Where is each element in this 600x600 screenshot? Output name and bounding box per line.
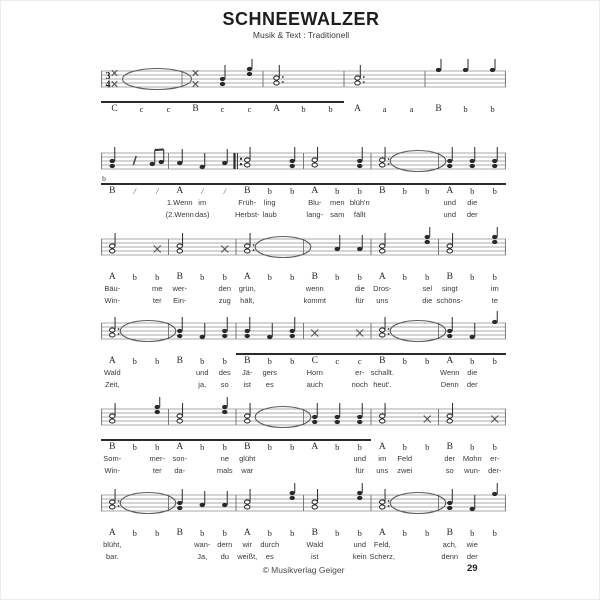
chord-letter: B xyxy=(446,272,453,282)
chord-letter: B xyxy=(446,442,453,452)
staff-system-2 xyxy=(101,139,506,219)
chord-letter: b xyxy=(267,272,272,282)
chord-letter: b xyxy=(402,186,407,196)
lyric-syllable: (2.Wenn xyxy=(165,210,194,219)
lyric-syllable: für xyxy=(355,466,365,475)
lyric-syllable: so xyxy=(220,380,229,389)
chord-letter: b xyxy=(402,442,407,452)
chord-letter: B xyxy=(244,186,251,196)
chord-letter: A xyxy=(378,442,386,452)
lyric-syllable: schallt. xyxy=(370,368,394,377)
chord-letter: a xyxy=(382,104,387,114)
lyric-syllable: te xyxy=(491,296,498,305)
chord-letter: b xyxy=(470,186,475,196)
lyric-syllable: und xyxy=(353,540,367,549)
lyric-syllable: der xyxy=(466,380,478,389)
chord-letter: b xyxy=(492,528,497,538)
chord-letter: c xyxy=(220,104,225,114)
chord-letter: b xyxy=(155,528,160,538)
lyric-syllable: für xyxy=(355,296,365,305)
chord-letter: b xyxy=(357,442,362,452)
lyric-syllable: denn xyxy=(441,552,459,561)
chord-letter: b xyxy=(357,272,362,282)
lyric-syllable: zwei xyxy=(397,466,413,475)
lyric-syllable: wan- xyxy=(194,540,211,549)
chord-letter: c xyxy=(335,356,340,366)
lyric-syllable: und xyxy=(443,198,457,207)
chord-letter: c xyxy=(139,104,144,114)
staff-notation xyxy=(101,57,506,91)
lyrics-line-2 xyxy=(101,296,506,307)
lyrics-line-1 xyxy=(101,454,506,465)
chord-letter: b xyxy=(155,442,160,452)
lyric-syllable: son- xyxy=(172,454,188,463)
lyric-syllable: Blu- xyxy=(308,198,322,207)
lyric-syllable: blüht, xyxy=(103,540,122,549)
chord-letter: b xyxy=(470,356,475,366)
footer-copyright: © Musikverlag Geiger xyxy=(262,565,345,575)
lyric-syllable: die xyxy=(467,368,478,377)
chord-letter: b xyxy=(290,356,295,366)
chord-letter: B xyxy=(109,186,116,196)
lyric-syllable: es xyxy=(265,380,274,389)
chord-letter: C xyxy=(311,356,318,366)
lyric-syllable: wenn xyxy=(305,284,324,293)
chord-letter: A xyxy=(108,356,116,366)
chord-letters-row xyxy=(101,528,506,540)
lyric-syllable: bar. xyxy=(105,552,119,561)
lyric-syllable: gers xyxy=(262,368,278,377)
lyric-syllable: Dros- xyxy=(373,284,392,293)
lyric-syllable: mals xyxy=(216,466,233,475)
lyric-syllable: wun- xyxy=(464,466,481,475)
chord-letter: B xyxy=(244,442,251,452)
lyrics-line-1 xyxy=(101,540,506,551)
lyric-syllable: uns xyxy=(376,466,389,475)
chord-letter: b xyxy=(470,272,475,282)
chord-letter: b xyxy=(425,186,430,196)
lyric-syllable: des xyxy=(218,368,231,377)
chord-letter: b xyxy=(222,356,227,366)
chord-letter: B xyxy=(244,356,251,366)
chord-letter: A xyxy=(243,528,251,538)
chord-letter: b xyxy=(402,356,407,366)
staff-system-1 xyxy=(101,57,506,137)
chord-letter: b xyxy=(357,528,362,538)
lyric-syllable: Wenn xyxy=(440,368,460,377)
chord-letters-row xyxy=(101,442,506,454)
lyric-syllable: im xyxy=(198,198,207,207)
lyric-syllable: und xyxy=(353,454,367,463)
chord-letter: b xyxy=(132,528,137,538)
chord-letter: b xyxy=(155,356,160,366)
lyric-syllable: hält, xyxy=(240,296,255,305)
chord-letter: b xyxy=(132,356,137,366)
page-title: SCHNEEWALZER xyxy=(222,9,380,29)
lyric-syllable: Feld xyxy=(397,454,413,463)
chord-letter: b xyxy=(335,442,340,452)
lyric-syllable: ne xyxy=(220,454,229,463)
page-subtitle: Musik & Text : Traditionell xyxy=(252,30,350,40)
chord-letter: b xyxy=(267,186,272,196)
chord-letter: A xyxy=(311,442,319,452)
lyric-syllable: da- xyxy=(174,466,186,475)
chord-letter: b xyxy=(425,528,430,538)
chord-letter: b xyxy=(492,356,497,366)
chord-letter: B xyxy=(446,528,453,538)
lyric-syllable: sel xyxy=(422,284,433,293)
chord-letter: B xyxy=(311,272,318,282)
lyric-syllable: weißt, xyxy=(237,552,258,561)
chord-letter: A xyxy=(273,104,280,114)
lyric-syllable: me xyxy=(152,284,163,293)
lyric-syllable: durch xyxy=(260,540,280,549)
lyrics-line-2 xyxy=(101,552,506,563)
staff-system-6 xyxy=(101,481,506,561)
chord-letter: b xyxy=(492,442,497,452)
lyric-syllable: ter xyxy=(152,466,162,475)
chord-letter: b xyxy=(222,442,227,452)
lyric-syllable: glüht xyxy=(239,454,256,463)
lyric-syllable: die xyxy=(467,198,478,207)
lyric-syllable: ter xyxy=(152,296,162,305)
chord-letters-row xyxy=(101,186,506,198)
staff-notation xyxy=(101,225,506,259)
lyrics-line-2 xyxy=(101,466,506,477)
lyric-syllable: Herbst- xyxy=(234,210,260,219)
lyric-syllable: die xyxy=(422,296,433,305)
chord-letter: A xyxy=(176,186,184,196)
lyric-syllable: Mohn xyxy=(462,454,482,463)
chord-letter: A xyxy=(446,356,454,366)
chord-letter: B xyxy=(176,528,183,538)
chord-letter: b xyxy=(328,104,333,114)
chord-letter: b xyxy=(132,272,137,282)
lyrics-line-1 xyxy=(101,368,506,379)
lyric-syllable: uns xyxy=(376,296,389,305)
chord-letter: b xyxy=(132,442,137,452)
chord-letter: B xyxy=(109,442,116,452)
chord-letter: b xyxy=(335,272,340,282)
chord-letter: A xyxy=(378,272,386,282)
lyric-syllable: men xyxy=(329,198,345,207)
lyric-syllable: dern xyxy=(217,540,233,549)
lyric-syllable: Wald xyxy=(306,540,324,549)
rest-mark: / xyxy=(223,186,226,196)
chord-letter: b xyxy=(335,186,340,196)
chord-letter: B xyxy=(379,186,386,196)
chord-letter: C xyxy=(111,104,118,114)
lyric-syllable: blüh'n xyxy=(349,198,370,207)
chord-letter: b xyxy=(490,104,495,114)
chord-letter: b xyxy=(301,104,306,114)
rest-mark: / xyxy=(156,186,159,196)
lyric-syllable: Denn xyxy=(440,380,459,389)
lyric-syllable: Win- xyxy=(104,296,120,305)
chord-letter: b xyxy=(492,272,497,282)
chord-letters-row xyxy=(101,272,506,284)
lyrics-line-2 xyxy=(101,210,506,221)
lyrics-line-1 xyxy=(101,284,506,295)
accompaniment-underline xyxy=(101,183,506,185)
page-number: 29 xyxy=(467,563,478,574)
chord-letter: b xyxy=(357,186,362,196)
lyric-syllable: kommt xyxy=(303,296,326,305)
lyric-syllable: Horn xyxy=(306,368,323,377)
lyric-syllable: er- xyxy=(355,368,365,377)
lyrics-line-1 xyxy=(101,198,506,209)
rest-mark: / xyxy=(201,186,204,196)
rest-mark: / xyxy=(133,186,136,196)
chord-letter: A xyxy=(108,272,116,282)
chord-letter: c xyxy=(166,104,171,114)
lyric-syllable: mer- xyxy=(149,454,165,463)
staff-notation xyxy=(101,481,506,515)
chord-letter: b xyxy=(267,356,272,366)
chord-letter: B xyxy=(176,272,183,282)
lyric-syllable: ach, xyxy=(442,540,457,549)
lyric-syllable: so xyxy=(445,466,454,475)
chord-letter: B xyxy=(192,104,199,114)
flat-mark: b xyxy=(102,174,106,183)
chord-letter: b xyxy=(463,104,468,114)
lyric-syllable: wer- xyxy=(172,284,188,293)
lyric-syllable: er- xyxy=(490,454,500,463)
lyric-syllable: ja, xyxy=(198,380,207,389)
chord-letter: b xyxy=(222,528,227,538)
staff-notation xyxy=(101,395,506,429)
chord-letter: b xyxy=(492,186,497,196)
chord-letter: b xyxy=(425,272,430,282)
chord-letter: b xyxy=(155,272,160,282)
chord-letter: b xyxy=(222,272,227,282)
chord-letter: A xyxy=(243,272,251,282)
chord-letter: b xyxy=(290,186,295,196)
lyric-syllable: Som- xyxy=(103,454,122,463)
lyric-syllable: es xyxy=(265,552,274,561)
lyric-syllable: Feld, xyxy=(373,540,391,549)
chord-letter: B xyxy=(379,356,386,366)
lyric-syllable: Jä- xyxy=(242,368,253,377)
chord-letter: b xyxy=(200,272,205,282)
lyric-syllable: der xyxy=(444,454,456,463)
lyric-syllable: der xyxy=(466,210,478,219)
lyric-syllable: zug xyxy=(218,296,231,305)
chord-letter: b xyxy=(267,528,272,538)
chord-letter: c xyxy=(357,356,362,366)
lyric-syllable: Scherz, xyxy=(369,552,395,561)
lyrics-line-2 xyxy=(101,380,506,391)
staff-notation xyxy=(101,309,506,343)
chord-letter: b xyxy=(470,528,475,538)
lyric-syllable: Wald xyxy=(103,368,121,377)
lyric-syllable: der- xyxy=(488,466,502,475)
chord-letter: B xyxy=(176,356,183,366)
lyric-syllable: die xyxy=(354,284,365,293)
lyric-syllable: ist xyxy=(243,380,251,389)
lyric-syllable: singt xyxy=(441,284,458,293)
chord-letter: b xyxy=(290,272,295,282)
chord-letters-row xyxy=(101,356,506,368)
chord-letter: b xyxy=(402,272,407,282)
chord-letter: A xyxy=(311,186,319,196)
chord-letter: A xyxy=(446,186,454,196)
lyric-syllable: Win- xyxy=(104,466,120,475)
chord-letter: b xyxy=(470,442,475,452)
chord-letter: b xyxy=(402,528,407,538)
lyric-syllable: sam xyxy=(330,210,345,219)
lyric-syllable: und xyxy=(195,368,209,377)
lyric-syllable: auch xyxy=(306,380,323,389)
lyric-syllable: den xyxy=(218,284,232,293)
lyric-syllable: Früh- xyxy=(238,198,257,207)
lyric-syllable: ist xyxy=(311,552,319,561)
chord-letter: b xyxy=(425,442,430,452)
staff-system-3 xyxy=(101,225,506,305)
chord-letter: b xyxy=(290,442,295,452)
svg-text:3: 3 xyxy=(105,71,111,82)
staff-system-4 xyxy=(101,309,506,389)
chord-letter: b xyxy=(425,356,430,366)
chord-letter: A xyxy=(108,528,116,538)
lyric-syllable: war xyxy=(241,466,254,475)
chord-letter: b xyxy=(267,442,272,452)
chord-letter: B xyxy=(435,104,442,114)
chord-letter: b xyxy=(200,528,205,538)
svg-text:4: 4 xyxy=(105,79,111,91)
lyric-syllable: grün, xyxy=(238,284,256,293)
staff-system-5 xyxy=(101,395,506,475)
chord-letter: c xyxy=(247,104,252,114)
lyric-syllable: im xyxy=(490,284,499,293)
lyric-syllable: Ein- xyxy=(173,296,187,305)
lyric-syllable: ling xyxy=(263,198,276,207)
chord-letter: A xyxy=(176,442,184,452)
lyric-syllable: kein xyxy=(352,552,367,561)
chord-letter: A xyxy=(354,104,361,114)
staff-notation xyxy=(101,139,506,173)
accompaniment-underline xyxy=(101,101,344,103)
chord-letter: a xyxy=(409,104,414,114)
lyric-syllable: im xyxy=(378,454,387,463)
lyric-syllable: der xyxy=(466,552,478,561)
lyric-syllable: laub xyxy=(262,210,277,219)
lyric-syllable: wie xyxy=(466,540,478,549)
accompaniment-underline xyxy=(236,353,506,355)
lyric-syllable: und xyxy=(443,210,457,219)
lyric-syllable: du xyxy=(220,552,229,561)
lyric-syllable: Zeit, xyxy=(104,380,120,389)
lyric-syllable: noch xyxy=(351,380,368,389)
lyric-syllable: heut'. xyxy=(373,380,392,389)
chord-letter: b xyxy=(335,528,340,538)
chord-letter: A xyxy=(378,528,386,538)
lyric-syllable: schöns- xyxy=(436,296,463,305)
accompaniment-underline xyxy=(101,439,371,441)
chord-letters-row xyxy=(101,104,506,116)
lyric-syllable: Ja, xyxy=(197,552,208,561)
chord-letter: b xyxy=(200,356,205,366)
chord-letter: B xyxy=(311,528,318,538)
chord-letter: b xyxy=(200,442,205,452)
lyric-syllable: Bäu- xyxy=(104,284,121,293)
chord-letter: b xyxy=(290,528,295,538)
lyric-syllable: wir xyxy=(242,540,253,549)
lyric-syllable: fällt xyxy=(353,210,366,219)
lyric-syllable: lang- xyxy=(306,210,324,219)
lyric-syllable: das) xyxy=(194,210,210,219)
lyric-syllable: 1.Wenn xyxy=(166,198,193,207)
